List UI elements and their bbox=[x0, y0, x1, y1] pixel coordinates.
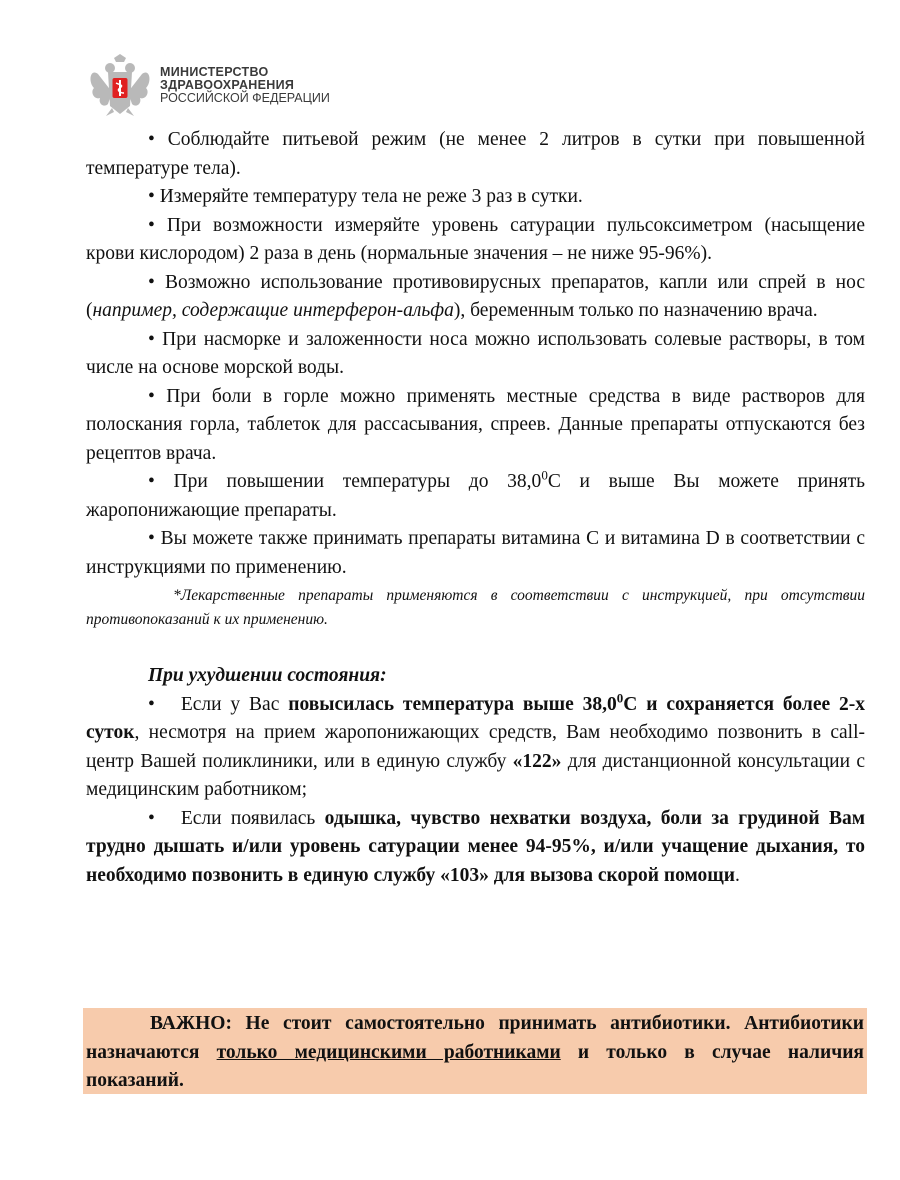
list-item: • При насморке и заложенности носа можно использовать солевые растворы, в том числе на основе морской воды. bbox=[86, 328, 865, 378]
bullet-icon: • bbox=[148, 129, 155, 150]
org-line-3: РОССИЙСКОЙ ФЕДЕРАЦИИ bbox=[160, 90, 330, 105]
medication-footnote: *Лекарственные препараты применяются в соответствии с инструкцией, при отсутствии противопоказаний к их применению. bbox=[86, 587, 865, 628]
list-item: • Измеряйте температуру тела не реже 3 раз в сутки. bbox=[148, 186, 583, 207]
document-body bbox=[86, 126, 865, 890]
list-item: • При возможности измеряйте уровень сатурации пульсоксиметром (насыщение крови кислородом) 2 раза в день (нормальные значения – не ниже 95-96%). bbox=[86, 214, 865, 264]
list-item: • При боли в горле можно применять местные средства в виде растворов для полоскания горла, таблеток для рассасывания, спреев. Данные препараты отпускаются без рецептов врача. bbox=[86, 385, 866, 464]
org-line-2: ЗДРАВООХРАНЕНИЯ bbox=[160, 77, 295, 92]
list-item: • Возможно использование противовирусных препаратов, капли или спрей в нос (например, содержащие интерферон-альфа), беременным только по назначению врача. bbox=[86, 271, 866, 321]
list-item: • При повышении температуры до 38,0$^0$С и выше Вы можете принять жаропонижающие препараты. bbox=[86, 467, 865, 521]
list-item: • Соблюдайте питьевой режим (не менее 2 литров в сутки при повышенной температуре тела). bbox=[86, 129, 865, 179]
ministry-header bbox=[86, 52, 330, 118]
ministry-name bbox=[160, 66, 330, 105]
bullet-icon: • bbox=[148, 214, 155, 236]
list-item: • Вы можете также принимать препараты витамина С и витамина D в соответствии с инструкциями по применению. bbox=[86, 528, 866, 578]
bullet-icon: • bbox=[148, 807, 155, 829]
list-item: • Если у Вас повысилась температура выше 38,0$^0$С и сохраняется более 2-х суток, несмотря на прием жаропонижающих средств, Вам необходимо позвонить в call-центр Вашей поликлиники, или в единую службу «122» для дистанционной консультации с медицинским работником; bbox=[86, 690, 865, 800]
list-item: • Если появилась одышка, чувство нехватки воздуха, боли за грудиной Вам трудно дышать и/или уровень сатурации менее 94-95%, и/или учащение дыхания, то необходимо позвонить в единую службу «103» для вызова скорой помощи. bbox=[86, 807, 865, 886]
bullet-icon: • bbox=[148, 186, 155, 207]
org-line-1: МИНИСТЕРСТВО bbox=[160, 64, 269, 79]
bullet-icon: • bbox=[148, 528, 155, 549]
bullet-icon: • bbox=[148, 328, 155, 350]
bullet-icon: • bbox=[148, 471, 155, 492]
bullet-icon: • bbox=[148, 271, 155, 293]
important-text: ВАЖНО: Не стоит самостоятельно принимать антибиотики. Антибиотики назначаются только медицинскими работниками и только в случае наличия показаний. bbox=[86, 1013, 864, 1091]
bullet-icon: • bbox=[148, 693, 155, 715]
ministry-emblem-logo bbox=[86, 52, 154, 118]
worsening-heading: При ухудшении состояния: bbox=[148, 665, 387, 686]
important-notice bbox=[83, 1008, 867, 1094]
bullet-icon: • bbox=[148, 385, 155, 407]
